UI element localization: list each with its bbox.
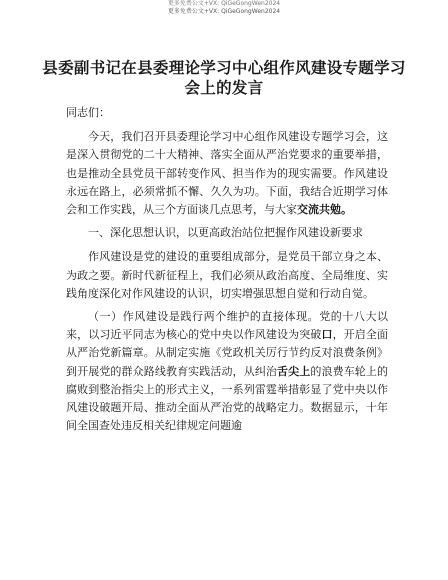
- subsection-text: （一）作风建设是践行两个维护的直接体现。党的十八大以来，以习近平同志为核心的党中央以作风建设为突破: [66, 310, 388, 342]
- salutation: 同志们：: [66, 106, 110, 119]
- intro-closing: 交流共勉。: [297, 203, 352, 217]
- document-body: [66, 104, 388, 435]
- subsection-text: ，开启全面从严治党新篇章。从制定实施《党政机关厉行节约反对浪费条例》到开展党的群众路线教育实践活动，从纠治: [66, 328, 389, 378]
- subsection-emphasis: 口: [321, 328, 333, 342]
- subsection-emphasis: 舌尖上: [277, 364, 311, 378]
- document-title: 县委副书记在县委理论学习中心组作风建设专题学习会上的发言: [42, 58, 406, 97]
- watermark-line: 更多免费公文+VX: QiGeGongWen2024: [167, 0, 281, 7]
- subsection-text: 的浪费车轮上的腐败到整治指尖上的形式主义，一系列雷霆举措彰显了党中央以作风建设破题开局、推动全面从严治党的战略定力。数据显示，十年间全国查处违反相关纪律规定问题逾: [66, 364, 389, 433]
- section-heading: 一、深化思想认识，以更高政治站位把握作风建设新要求: [88, 226, 363, 240]
- intro-paragraph: [66, 128, 388, 219]
- intro-text: 今天，我们召开县委理论学习中心组作风建设专题学习会，这是深入贯彻党的二十大精神、落实全面从严治党要求的重要举措，也是推动全县党员干部转变作风、担当作为的现实需要。作风建设永远在路上，必须常抓不懈、久久为功。下面，我结合近期学习体会和工作实践，从三个方面谈几点思考，与大家: [66, 130, 388, 217]
- watermark-line: 更多免费公文+VX: QiGeGongWen2024: [167, 8, 281, 15]
- subsection-paragraph: [66, 308, 388, 435]
- section-paragraph: 作风建设是党的建设的重要组成部分，是党员干部立身之本、为政之要。新时代新征程上，我们必须从政治高度、全局维度、实践角度深化对作风建设的认识，切实增强思想自觉和行动自觉。: [66, 250, 388, 300]
